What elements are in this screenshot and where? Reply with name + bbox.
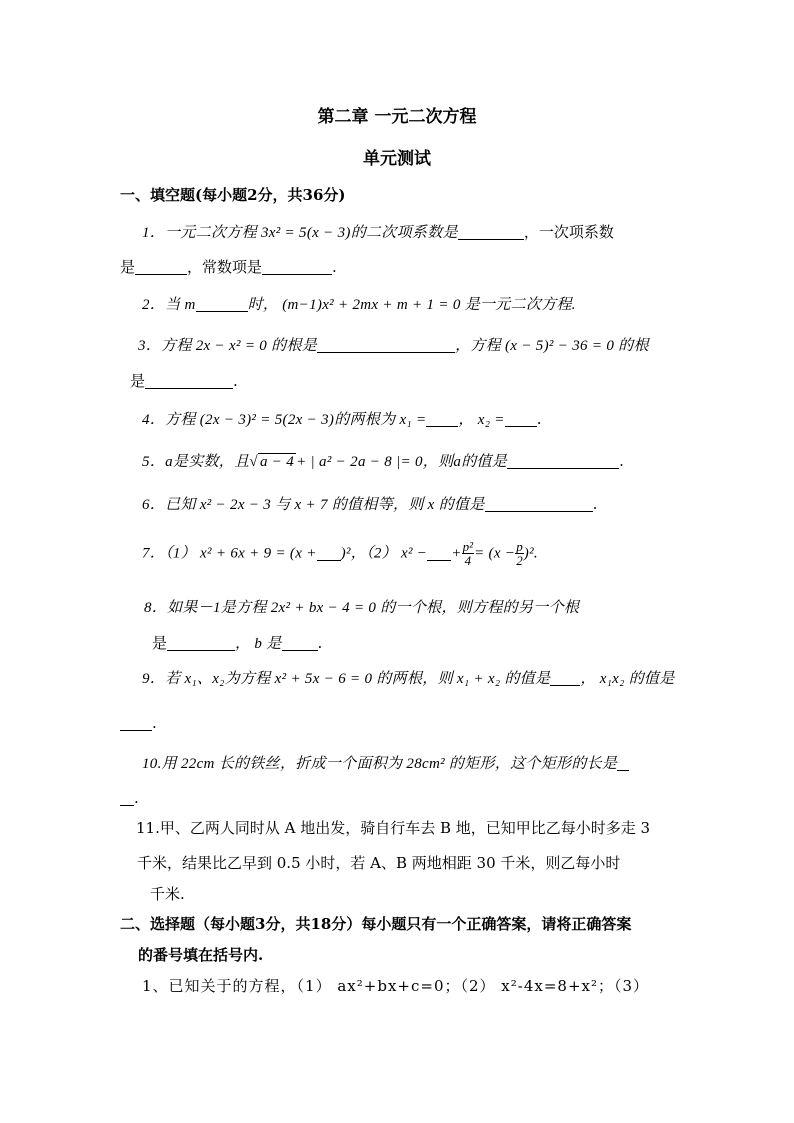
q3-blank-1[interactable]: [317, 336, 455, 353]
q8-dot: .: [317, 634, 323, 652]
s2-q1-text: 1、已知关于的方程，（1） ax²+bx+c=0；（2） x²-4x=8+x²；（3）: [142, 977, 650, 995]
q8-text-c: ， b 是: [235, 636, 282, 652]
q3-blank-2[interactable]: [145, 372, 233, 389]
q9-text-b: ， x₁x₂ 的值是: [580, 671, 675, 687]
q7-blank-2[interactable]: [427, 544, 451, 561]
q5-dot: .: [619, 452, 624, 470]
q11-text-a: 11.甲、乙两人同时从 A 地出发，骑自行车去 B 地，已知甲比乙每小时多走 3: [136, 819, 651, 837]
q7-frac1-den: 4: [464, 553, 472, 568]
question-10: [142, 752, 629, 775]
q9-dot: .: [152, 714, 157, 732]
question-4: [142, 408, 541, 431]
q4-text-a: 4．方程 (2x − 3)² = 5(2x − 3)的两根为 x₁ =: [142, 412, 427, 428]
q3-dot: .: [233, 372, 238, 390]
q5-sqrt: a − 4: [259, 454, 295, 470]
q1-dot: .: [332, 258, 337, 276]
question-3-line2: [130, 370, 238, 392]
q10-blank-1b[interactable]: [120, 789, 134, 806]
q5-text-a: 5．a是实数，且: [142, 454, 250, 470]
section2-heading-line1: 二、选择题（每小题3分，共18分）每小题只有一个正确答案，请将正确答案: [120, 915, 632, 933]
question-1-line1: [142, 221, 614, 244]
q7-fraction-1: [462, 540, 474, 567]
q7-text-d: = (x −: [474, 545, 516, 562]
q4-dot: .: [536, 410, 542, 428]
question-9-line2: [120, 712, 157, 734]
q1-blank-3[interactable]: [262, 258, 332, 275]
question-9: [142, 667, 675, 690]
q8-text-a: 8．如果－1是方程 2x² + bx − 4 = 0 的一个根，则方程的另一个根: [144, 600, 580, 616]
q3-text-a: 3．方程 2x − x² = 0 的根是: [138, 338, 318, 354]
q7-text-a: 7．（1） x² + 6x + 9 = (x +: [142, 545, 317, 562]
question-11-line3: [150, 883, 185, 905]
q3-text-c: 是: [130, 372, 146, 390]
q1-text-b: ，一次项系数: [523, 223, 614, 241]
q6-dot: .: [592, 495, 598, 513]
q2-blank-1[interactable]: [196, 295, 248, 312]
q10-text-a: 10.用 22cm 长的铁丝，折成一个面积为 28cm² 的矩形，这个矩形的长是: [142, 756, 618, 772]
q8-text-b: 是: [152, 634, 168, 652]
q4-blank-2[interactable]: [505, 410, 537, 427]
question-10-line2: [120, 787, 139, 809]
q8-blank-2[interactable]: [282, 634, 318, 651]
section2-heading-line2: 的番号填在括号内.: [138, 946, 264, 964]
q7-frac2-num: p: [516, 539, 523, 554]
q7-frac2-den: 2: [516, 553, 523, 568]
q10-dot: .: [134, 789, 139, 807]
subtitle: 单元测试: [363, 149, 431, 169]
q7-text-e: )².: [523, 545, 538, 562]
q6-blank-1[interactable]: [485, 495, 593, 512]
q1-text-d: ，常数项是: [187, 258, 263, 276]
question-2: [142, 293, 576, 316]
q1-text-a: 1．一元二次方程 3x² = 5(x − 3)的二次项系数是: [142, 225, 458, 241]
chapter-title: 第二章 一元二次方程: [317, 107, 477, 127]
question-11-line2: [137, 852, 620, 874]
q7-frac1-num: p²: [462, 539, 474, 554]
q10-blank-1a[interactable]: [617, 754, 629, 771]
q3-text-b: ，方程 (x − 5)² − 36 = 0 的根: [455, 338, 649, 354]
q6-text-a: 6．已知 x² − 2x − 3 与 x + 7 的值相等，则 x 的值是: [142, 497, 485, 513]
q2-text-b: 时， (m−1)x² + 2mx + m + 1 = 0 是一元二次方程.: [247, 297, 576, 313]
section1-heading: 一、填空题(每小题2分，共36分): [120, 186, 346, 204]
q9-blank-1[interactable]: [550, 669, 580, 686]
question-8-line1: [144, 596, 579, 619]
q11-text-c: 千米.: [150, 885, 185, 903]
q7-text-c: +: [451, 545, 462, 562]
q7-blank-1[interactable]: [317, 544, 341, 561]
q4-text-b: ， x₂ =: [458, 412, 505, 428]
q7-text-b: )²，（2） x² −: [340, 545, 428, 562]
sqrt-symbol: √: [249, 454, 258, 470]
q9-text-a: 9．若 x₁、x₂为方程 x² + 5x − 6 = 0 的两根，则 x₁ + x₂ 的值是: [142, 671, 551, 687]
q4-blank-1[interactable]: [426, 410, 458, 427]
question-7: [142, 540, 538, 567]
q1-blank-1[interactable]: [458, 223, 524, 240]
q2-text-a: 2．当 m: [142, 297, 196, 313]
q11-text-b: 千米，结果比乙早到 0.5 小时，若 A、B 两地相距 30 千米，则乙每小时: [137, 854, 621, 872]
section2-question-1: [142, 975, 649, 997]
question-11-line1: [136, 817, 650, 839]
question-3-line1: [138, 334, 649, 357]
question-6: [142, 493, 597, 516]
q5-text-b: + | a² − 2a − 8 |= 0，则a的值是: [296, 454, 508, 470]
question-1-line2: [120, 256, 337, 278]
q7-fraction-2: [515, 540, 524, 567]
q8-blank-1[interactable]: [167, 634, 235, 651]
question-8-line2: [152, 632, 322, 655]
q1-text-c: 是: [120, 258, 136, 276]
q9-blank-2[interactable]: [120, 714, 152, 731]
q5-blank-1[interactable]: [507, 452, 619, 469]
question-5: [142, 450, 624, 473]
q1-blank-2[interactable]: [135, 258, 187, 275]
